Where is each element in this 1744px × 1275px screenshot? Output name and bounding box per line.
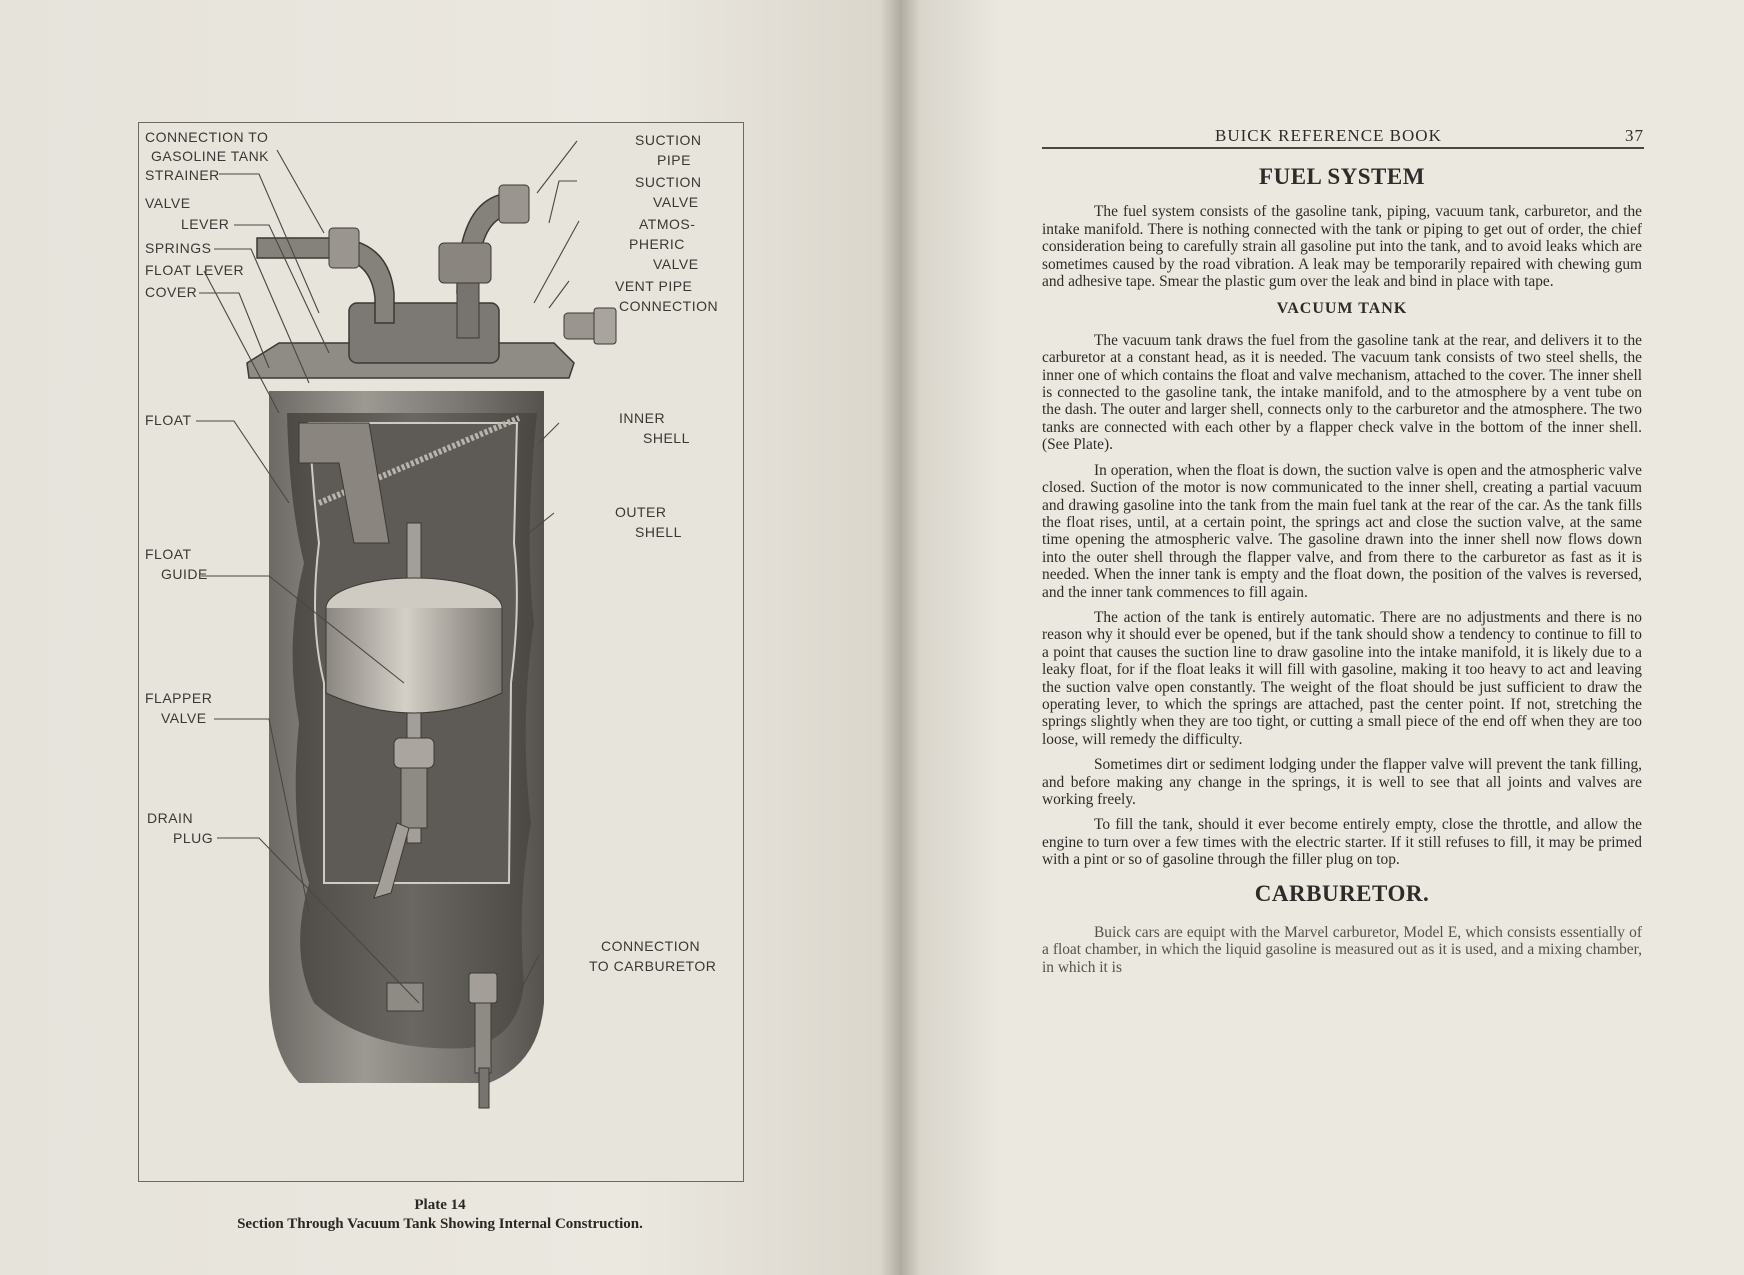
label-atmos-2: PHERIC: [629, 236, 685, 252]
label-atmos-1: ATMOS-: [639, 216, 696, 232]
label-vent-1: VENT PIPE: [615, 278, 693, 294]
label-strainer: STRAINER: [145, 167, 220, 183]
label-carb-2: TO CARBURETOR: [589, 958, 717, 974]
label-outer-2: SHELL: [635, 524, 682, 540]
label-drain-2: PLUG: [173, 830, 214, 846]
label-suction-valve-1: SUCTION: [635, 174, 702, 190]
label-flapper-2: VALVE: [161, 710, 207, 726]
book-gutter: [880, 0, 920, 1275]
heading-fuel-system: FUEL SYSTEM: [1259, 164, 1425, 189]
paragraph-vacuum-1: The vacuum tank draws the fuel from the gasoline tank at the rear, and delivers it to the carburetor at a constant head, as it is needed. The vacuum tank consists of two steel shells, the inner one of which contains the float and valve mechanism, attached to the cover. The inner shell is connected to the gasoline tank, the intake manifold, and to the atmosphere by a vent tube on the dash. The outer and larger shell, connects only to the carburetor and the atmosphere. The two tanks are connected with each other by a flapper check valve in the bottom of the inner shell. (See Plate).: [1042, 331, 1642, 454]
plate-caption: [138, 1196, 742, 1234]
heading-carburetor: CARBURETOR.: [1254, 880, 1430, 906]
label-suction-pipe-1: SUCTION: [635, 132, 702, 148]
running-head-title: BUICK REFERENCE BOOK: [1215, 126, 1442, 145]
paragraph-vacuum-4: Sometimes dirt or sediment lodging under the flapper valve will prevent the tank filling, and before making any change in the springs, it is well to see that all joints and valves are working freely.: [1042, 756, 1642, 808]
body-text: [1042, 166, 1642, 984]
label-vent-2: CONNECTION: [619, 298, 719, 314]
plate-number: Plate 14: [414, 1197, 466, 1213]
label-lever: LEVER: [181, 216, 230, 232]
label-float-lever: FLOAT LEVER: [145, 262, 245, 278]
paragraph-fuel: The fuel system consists of the gasoline tank, piping, vacuum tank, carburetor, and the intake manifold. There is nothing connected with the tank or piping to get out of order, the chief consideration being to carefully strain all gasoline put into the tank, and to avoid leaks which are sometimes caused by the road vibration. A leak may be temporarily repaired with chewing gum and adhesive tape. Smear the plastic gum over the leak and bind in place with tape.: [1042, 203, 1642, 291]
label-outer-1: OUTER: [615, 504, 667, 520]
plate-description: Section Through Vacuum Tank Showing Internal Construction.: [237, 1216, 643, 1232]
label-float: FLOAT: [145, 412, 192, 428]
label-float-guide-1: FLOAT: [145, 546, 192, 562]
paragraph-vacuum-5: To fill the tank, should it ever become entirely empty, close the throttle, and allow the engine to turn over a few times with the electric starter. If it still refuses to fill, it may be primed with a pint or so of gasoline through the filler plug on top.: [1042, 816, 1642, 869]
label-inner-2: SHELL: [643, 430, 690, 446]
label-inner-1: INNER: [619, 410, 666, 426]
plate-illustration: [138, 122, 744, 1182]
label-valve: VALVE: [145, 195, 191, 211]
label-drain-1: DRAIN: [147, 810, 194, 826]
paragraph-vacuum-2: In operation, when the float is down, the suction valve is open and the atmospheric valve closed. Suction of the motor is now communicated to the inner shell, creating a partial vacuum and drawing gasoline into the tank from the main fuel tank at the rear of the car. As the tank fills the float rises, until, at a certain point, the springs act and close the suction valve, at the same time opening the atmospheric valve. The gasoline drawn into the inner shell now flows down into the outer shell through the flapper valve, and from there to the carburetor as fast as it is needed. When the inner tank is empty and the float down, the position of the valves is reversed, and the inner tank commences to fill again.: [1042, 461, 1642, 601]
heading-vacuum-tank: VACUUM TANK: [1276, 300, 1408, 318]
label-atmos-3: VALVE: [653, 256, 699, 272]
header-rule: [1042, 147, 1644, 149]
label-carb-1: CONNECTION: [601, 938, 701, 954]
label-flapper-1: FLAPPER: [145, 690, 213, 706]
label-float-guide-2: GUIDE: [161, 566, 208, 582]
label-connection-to: CONNECTION TO: [145, 129, 269, 145]
label-suction-valve-2: VALVE: [653, 194, 699, 210]
label-gasoline-tank: GASOLINE TANK: [151, 148, 270, 164]
label-suction-pipe-2: PIPE: [657, 152, 691, 168]
page-number: 37: [1625, 126, 1644, 145]
label-springs: SPRINGS: [145, 240, 212, 256]
paragraph-carburetor: Buick cars are equipt with the Marvel carburetor, Model E, which consists essentially of a float chamber, in which the liquid gasoline is measured out as it is used, and a mixing chamber, in which it is: [1042, 924, 1642, 976]
paragraph-vacuum-3: The action of the tank is entirely automatic. There are no adjustments and there is no reason why it should ever be opened, but if the tank should show a tendency to continue to fill to a point that causes the suction line to draw gasoline into the intake manifold, it is likely due to a leaky float, for if the float leaks it will fill with gasoline, making it too heavy to act and leaving the suction valve open constantly. The weight of the float should be just sufficient to draw the operating lever, to which the springs are attached, past the center point. If not, stretching the springs slightly when they are too tight, or cutting a small piece of the end off when they are too loose, will remedy the difficulty.: [1042, 608, 1642, 748]
label-cover: COVER: [145, 284, 198, 300]
